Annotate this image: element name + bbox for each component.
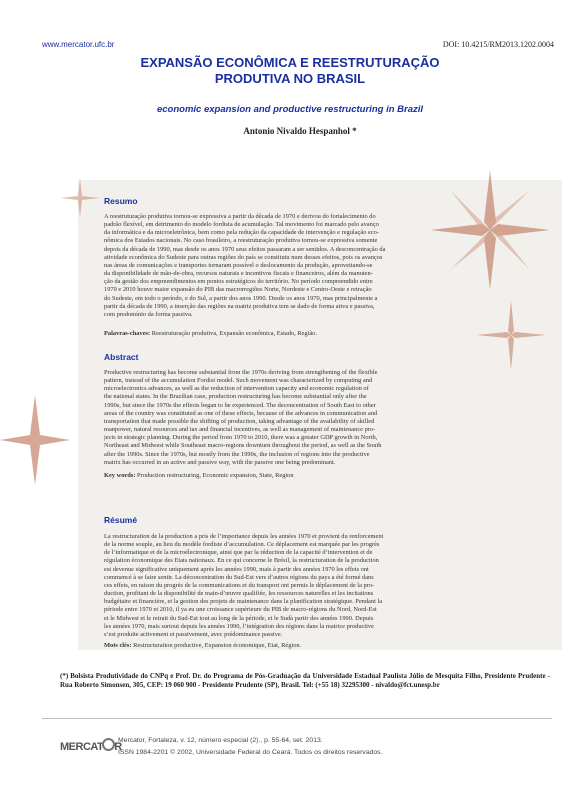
- abstract-line: transportation that made possible the shifting of production, taking advantage of the availability of skilled: [104, 417, 375, 425]
- resume-line: s’est produite activement et passivement, avec prédominance passive.: [104, 630, 283, 638]
- abstract-body: [104, 369, 542, 467]
- abstract-line: areas of the country was constituted as one of these effects, because of the advances in communication and: [104, 409, 378, 417]
- resumo-line: partir da década de 1990, a inserção das regiões na matriz produtiva tem se dado de forma ativa e passiva,: [104, 302, 375, 310]
- abstract-line: after the 1990s. Since the 1970s, but mostly from the 1990s, the inclusion of regions into the productive: [104, 450, 370, 458]
- logo-text: MERCAT: [60, 741, 104, 753]
- publication-line: Mercator, Fortaleza, v. 12, número especial (2)., p. 55-64, set. 2013.: [118, 737, 323, 744]
- resume-line: de l’informatique et de la microélectronique, ainsi que par la réduction de la capacité d’intervention et de: [104, 549, 373, 557]
- resume-line: La restructuration de la production a pris de l’importance depuis les années 1970 et provient du renforcement: [104, 533, 384, 540]
- resume-line: ces effets, en raison du progrès de la communications et du transport ont permis le déplacement de la pro-: [104, 581, 375, 589]
- resumo-line: nas áreas de comunicações e transportes tornaram possível o deslocamento da produção, aproveitando-se: [104, 261, 373, 269]
- logo-text-end: R: [114, 741, 122, 753]
- compass-star-left-icon: [0, 395, 70, 485]
- resume-keywords-label: Mots clés:: [104, 642, 132, 649]
- abstract-keywords-label: Key words:: [104, 472, 136, 479]
- abstract-line: microelectronics advances, as well as the reduction of intervention capacity and economic regulation of: [104, 385, 369, 393]
- author-name: Antonio Nivaldo Hespanhol *: [243, 126, 357, 136]
- resume-line: régulation économique des Etats nationaux. En ce qui concerne le Brésil, la restructuration de la production: [104, 557, 379, 565]
- resume-line: et le Midwest et le retrait du Sud-Est tout au long de la période, et le Sudà partir des années 1990. Depuis: [104, 614, 374, 622]
- author-footnote: (*) Bolsista Produtividade do CNPq e Prof. Dr. do Programa de Pós-Graduação da Universidade Estadual Paulista Júlio de Mesquita Filho, Presidente Prudente - Rua Roberto Simonsen, 305, CEP: 19 060 900 - Presidente Prudente (SP), Brasil. Tel: (+55 18) 32295300 - nivaldo@fct.unesp.br: [60, 672, 550, 689]
- resume-keywords-text: Restructuration productive, Expansion économique, Etat, Région.: [133, 642, 302, 649]
- resumo-line: depois da década de 1990, mas desde os anos 1970 seus efeitos passaram a ser sentidos. A desconcentração da: [104, 245, 386, 253]
- title-line-1: EXPANSÃO ECONÔMICA E REESTRUTURAÇÃO: [140, 55, 440, 70]
- journal-url[interactable]: www.mercator.ufc.br: [42, 40, 115, 49]
- resume-line: duction, profitant de la disponibilité de main-d’œuvre qualifiée, les ressources naturelles et les incitations: [104, 590, 374, 598]
- doi: DOI: 10.4215/RM2013.1202.0004: [442, 40, 554, 49]
- abstract-line: matrix has occurred in an active and passive way, with the passive one being predominant.: [104, 458, 336, 466]
- resumo-line: com predomínio da forma passiva.: [104, 310, 193, 318]
- resumo-line: do Sudeste, em todo o período, e do Sul, a partir dos anos 1990. Desde os anos 1970, mas principalmente a: [104, 294, 378, 302]
- resume-body: [104, 533, 542, 639]
- mercator-logo: [60, 738, 122, 753]
- footer-divider: [42, 718, 552, 719]
- abstract-line: Northeast and Midwest while Southeast macro-regions downturn throughout the period, as well as the South: [104, 442, 382, 450]
- resumo-line: nômica dos Estados nacionais. No caso brasileiro, a reestruturação produtiva tornou-se expressiva somente: [104, 237, 378, 245]
- resumo-line: padrão flexível, em detrimento do modelo fordista de acumulação. Tal movimento foi marcado pelo avanço: [104, 221, 379, 229]
- resumo-line: 1970 e 2010 houve maior expansão do PIB das macrorregiões Norte, Nordeste e Centro-Oeste e retração: [104, 286, 372, 294]
- issn-line: ISSN 1984-2201 © 2002, Universidade Federal do Ceará. Todos os direitos reservados.: [118, 749, 383, 756]
- resumo-line: atividade econômica do Sudeste para outras regiões do país se constituiu num desses efeitos, pois os avanços: [104, 253, 383, 261]
- resumo-line: da disponibilidade de mão-de-obra, recursos naturais e incentivos fiscais e financeiros, além da manuten-: [104, 270, 373, 278]
- resume-keywords: [104, 642, 542, 650]
- article-subtitle: economic expansion and productive restructuring in Brazil: [156, 104, 424, 115]
- resumo-line: A reestruturação produtiva tornou-se expressiva a partir da década de 1970 e derivou do fortalecimento do: [104, 213, 376, 220]
- resume-line: période entre 1970 et 2010, il ya eu une croissance supérieure du PIB de macro-régions du Nord, Nord-Est: [104, 606, 377, 614]
- compass-star-left-top-icon: [60, 178, 100, 218]
- abstract-line: pattern, instead of the accumulation Fordist model. Such movement was characterized by computing and: [104, 377, 373, 385]
- abstract-line: manpower, natural resources and tax and financial incentives, as well as management of maintenance pro-: [104, 426, 376, 434]
- resumo-line: da informática e da microeletrônica, bem como pela redução da capacidade de intervenção e regulação eco-: [104, 229, 380, 237]
- publication-info: [118, 735, 382, 759]
- abstract-line: Productive restructuring has become substantial from the 1970s deriving from strengthening of the flexible: [104, 369, 378, 376]
- resume-line: commencé à se faire sentir. La déconcentration du Sud-Est vers d’autres régions du pays a été formé dans: [104, 573, 374, 581]
- title-line-2: PRODUTIVA NO BRASIL: [214, 71, 366, 86]
- resume-heading: Résumé: [104, 515, 138, 525]
- resumo-body: [104, 213, 542, 319]
- abstract-heading: Abstract: [104, 352, 139, 362]
- resumo-keywords: [104, 330, 542, 338]
- article-title: [90, 55, 490, 87]
- resume-line: les années 1970, mais surtout depuis les années 1990, l’intégration des régions dans la matrice productive: [104, 622, 374, 630]
- resumo-line: ção da gestão dos empreendimentos em pontos estratégicos do território. No período compreendido entre: [104, 278, 373, 286]
- resumo-heading: Resumo: [104, 196, 138, 206]
- abstract-line: 1990s, but since the 1970s the effects began to be experienced. The deconcentration of South East to other: [104, 401, 376, 409]
- resume-line: de la norme souple, au lieu du modèle fordiste d’accumulation. Ce déplacement est marquée par les progrès: [104, 541, 380, 549]
- resumo-keywords-label: Palavras-chaves:: [104, 330, 151, 337]
- resume-line: budgétaire et financière, et la gestion des projets de maintenance dans la planification stratégique. Pendant la: [104, 598, 383, 606]
- abstract-line: jects in strategic planning. During the period from 1970 to 2010, there was a greater GDP growth in North,: [104, 434, 378, 442]
- abstract-keywords-text: Production restructuring, Economic expansion, State, Region: [137, 472, 294, 479]
- abstract-keywords: [104, 472, 542, 480]
- resumo-keywords-text: Reestruturação produtiva, Expansão econômica, Estado, Região.: [151, 330, 317, 337]
- abstract-line: the national states. In the Brazilian case, production restructuring has become substantial only after the: [104, 393, 367, 401]
- resume-line: est devenue significative uniquement après les années 1990, mais à partir des années 1970 les effets ont: [104, 565, 369, 573]
